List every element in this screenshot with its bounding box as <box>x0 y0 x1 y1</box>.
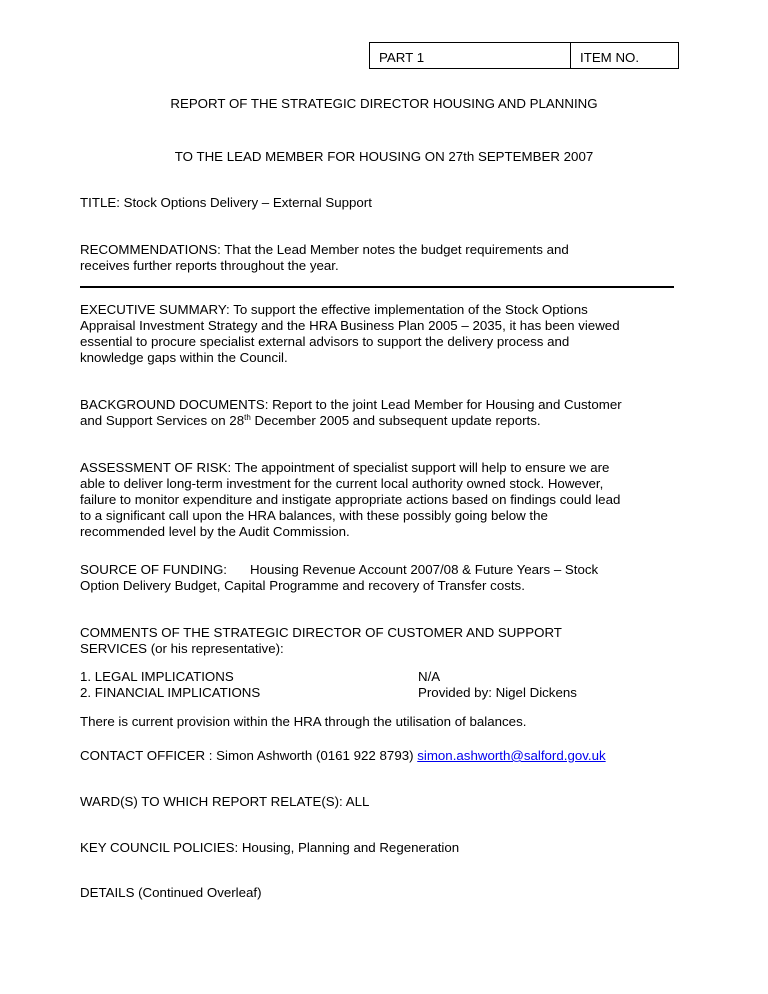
item-no-label: ITEM NO. <box>580 50 640 65</box>
report-of-heading: REPORT OF THE STRATEGIC DIRECTOR HOUSING AND PLANNING <box>170 96 598 111</box>
contact-email-link[interactable]: simon.ashworth@salford.gov.uk <box>417 748 606 763</box>
legal-implications-value: N/A <box>418 669 441 684</box>
background-line: BACKGROUND DOCUMENTS: Report to the joint Lead Member for Housing and Customer <box>80 397 622 412</box>
risk-line: to a significant call upon the HRA balances, with these possibly going below the <box>80 508 548 523</box>
ordinal-superscript: th <box>244 413 251 422</box>
executive-summary-line: knowledge gaps within the Council. <box>80 350 288 365</box>
details-text: DETAILS (Continued Overleaf) <box>80 885 262 900</box>
section-divider <box>80 286 674 288</box>
background-line <box>80 413 541 429</box>
executive-summary-line: essential to procure specialist external advisors to support the delivery process and <box>80 334 570 349</box>
comments-line: COMMENTS OF THE STRATEGIC DIRECTOR OF CUSTOMER AND SUPPORT <box>80 625 562 640</box>
part-label: PART 1 <box>379 50 425 65</box>
financial-implications-label: 2. FINANCIAL IMPLICATIONS <box>80 685 261 700</box>
risk-line: recommended level by the Audit Commission. <box>80 524 350 539</box>
part-box <box>369 42 571 69</box>
risk-line: ASSESSMENT OF RISK: The appointment of specialist support will help to ensure we are <box>80 460 610 475</box>
to-lead-member-heading: TO THE LEAD MEMBER FOR HOUSING ON 27th SEPTEMBER 2007 <box>174 149 594 164</box>
comments-line: SERVICES (or his representative): <box>80 641 284 656</box>
risk-line: able to deliver long-term investment for the current local authority owned stock. However, <box>80 476 604 491</box>
contact-officer-text: CONTACT OFFICER : Simon Ashworth (0161 922 8793) <box>80 748 418 763</box>
background-text: and Support Services on 28 <box>80 413 245 428</box>
recommendations-line: RECOMMENDATIONS: That the Lead Member notes the budget requirements and <box>80 242 569 257</box>
item-no-box <box>570 42 679 69</box>
background-text: December 2005 and subsequent update reports. <box>250 413 541 428</box>
recommendations-line: receives further reports throughout the year. <box>80 258 339 273</box>
legal-implications-label: 1. LEGAL IMPLICATIONS <box>80 669 234 684</box>
funding-label: SOURCE OF FUNDING: <box>80 562 228 577</box>
risk-line: failure to monitor expenditure and instigate appropriate actions based on findings could lead <box>80 492 621 507</box>
financial-implications-value: Provided by: Nigel Dickens <box>418 685 577 700</box>
executive-summary-line: EXECUTIVE SUMMARY: To support the effective implementation of the Stock Options <box>80 302 588 317</box>
funding-line: Option Delivery Budget, Capital Programme and recovery of Transfer costs. <box>80 578 525 593</box>
executive-summary-line: Appraisal Investment Strategy and the HRA Business Plan 2005 – 2035, it has been viewed <box>80 318 620 333</box>
provision-text: There is current provision within the HRA through the utilisation of balances. <box>80 714 527 729</box>
key-policies-text: KEY COUNCIL POLICIES: Housing, Planning and Regeneration <box>80 840 460 855</box>
contact-officer <box>80 748 606 764</box>
report-title: TITLE: Stock Options Delivery – External Support <box>80 195 372 210</box>
wards-text: WARD(S) TO WHICH REPORT RELATE(S): ALL <box>80 794 370 809</box>
funding-line: Housing Revenue Account 2007/08 & Future Years – Stock <box>250 562 599 577</box>
